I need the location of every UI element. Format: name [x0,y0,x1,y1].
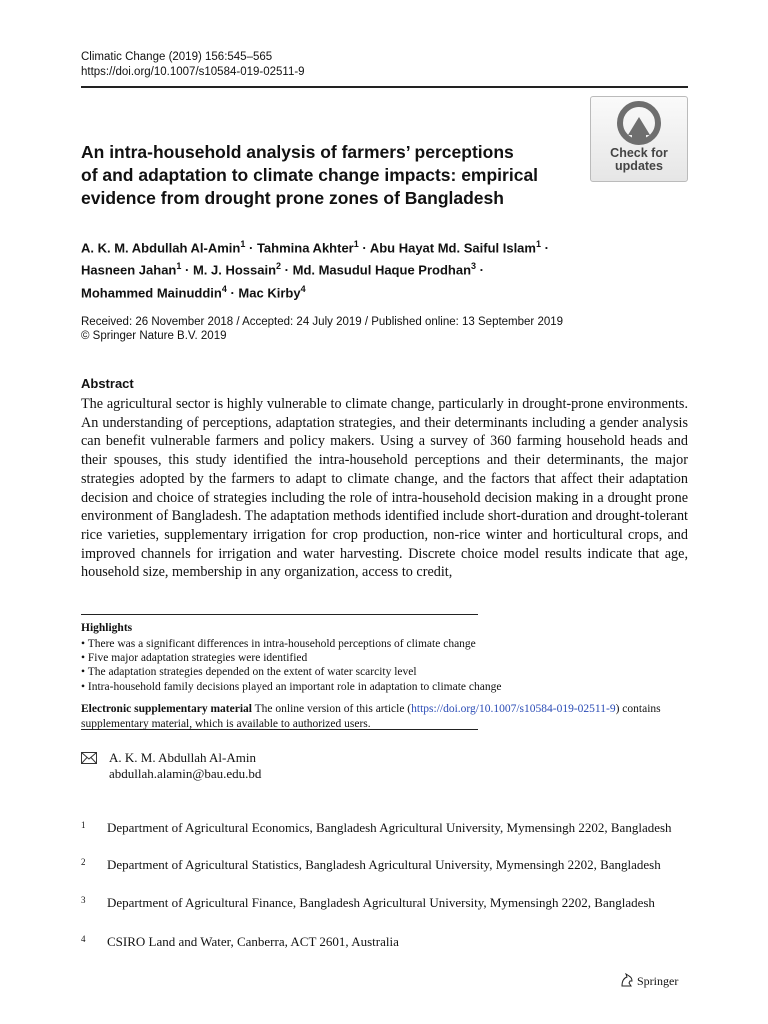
abstract-text: The agricultural sector is highly vulnerable to climate change, particularly in drought-prone environments. An understanding of perceptions, adaptation strategies, and their determinants including a gender analysis can benefit vulnerable farmers and policy makers. Using a survey of 360 farming household heads and their spouses, this study identified the intra-household perceptions and their determinants, the major strategies adopted by the farmers to adapt to climate change, and the factors that affect their adaptation decision and choice of strategies including the role of intra-household decision making in a drought prone environment of Bangladesh. The adaptation methods identified include short-duration and drought-tolerant rice varieties, supplementary irrigation for crop production, non-rice winter and horticultural crops, and improved channels for irrigation and water harvesting. Discrete choice model results indicate that age, household size, membership in any organization, access to credit, [81,396,688,581]
author-affiliation-mark: 4 [300,283,306,294]
header-rule [81,86,688,88]
highlights-heading: Highlights [81,622,133,634]
author-affiliation-mark: 1 [353,239,359,249]
journal-citation: Climatic Change (2019) 156:545–565 [81,51,273,63]
contact-name: A. K. M. Abdullah Al-Amin [109,750,256,765]
springer-horse-icon [620,973,634,987]
check-for-updates-badge[interactable] [590,96,688,182]
highlight-item: • The adaptation strategies depended on the extent of water scarcity level [81,666,417,679]
author-affiliation-mark: 4 [221,283,227,294]
author-name[interactable]: Mohammed Mainuddin [81,284,222,300]
author-name[interactable]: M. J. Hossain [192,262,277,278]
highlight-item: • Intra-household family decisions played an important role in adaptation to climate change [81,680,502,693]
highlights-list [81,637,501,694]
doi-link[interactable]: https://doi.org/10.1007/s10584-019-02511-9 [81,66,305,78]
affiliation-number: 1 [81,820,86,830]
author-name[interactable]: Abu Hayat Md. Saiful Islam [369,240,536,256]
title-line: An intra-household analysis of farmers’ perceptions [81,142,514,162]
author-name[interactable]: Md. Masudul Haque Prodhan [292,262,472,278]
author-affiliation-mark: 1 [176,261,182,272]
footnote-rule [81,614,478,615]
affiliation-number: 3 [81,895,86,905]
author-affiliation-mark: 1 [240,239,246,249]
esm-text: ) contains supplementary material, which is available to authorized users. [81,703,661,730]
author-name[interactable]: Tahmina Akhter [256,240,354,256]
copyright-line: © Springer Nature B.V. 2019 [81,330,227,342]
author-name[interactable]: Hasneen Jahan [81,262,177,278]
author-name[interactable]: A. K. M. Abdullah Al-Amin [81,240,241,256]
abstract-heading: Abstract [81,376,134,391]
author-name[interactable]: Mac Kirby [238,284,301,300]
author-affiliation-mark: 2 [276,261,282,272]
paper-title [81,141,601,210]
esm-doi-link[interactable]: https://doi.org/10.1007/s10584-019-02511-9 [411,703,616,715]
affiliation-number: 4 [81,934,86,944]
highlight-item: • There was a significant differences in intra-household perceptions of climate change [81,638,476,650]
affiliation-number: 2 [81,857,86,867]
supplementary-note [81,702,688,731]
author-list: A. K. M. Abdullah Al-Amin$^1$ · Tahmina Akhter$^1$ · Abu Hayat Md. Saiful Islam$^1$ · Hasneen Jahan$^1$ · M. J. Hossain$^2$ · Md. Masudul Haque Prodhan$^3$ · Mohammed Mainuddin$^4$ · Mac Kirby$^4$ [81,239,549,300]
envelope-icon [81,752,97,764]
esm-text: The online version of this article ( [251,703,412,715]
affiliation-text: Department of Agricultural Finance, Bangladesh Agricultural University, Mymensingh 2202, Bangladesh [107,895,655,910]
affiliation-text: CSIRO Land and Water, Canberra, ACT 2601, Australia [107,934,399,949]
supplementary-rule [81,729,478,730]
badge-line-2: updates [615,159,663,173]
journal-header [81,50,305,80]
publisher-logo [620,973,678,989]
history-line: Received: 26 November 2018 / Accepted: 24 July 2019 / Published online: 13 September 2019 [81,316,564,328]
author-affiliation-mark: 3 [471,261,477,272]
title-line: of and adaptation to climate change impacts: empirical [81,165,539,185]
update-icon [617,101,661,145]
author-affiliation-mark: 1 [535,239,541,249]
publication-dates [81,315,563,343]
contact-email[interactable]: abdullah.alamin@bau.edu.bd [109,766,262,781]
publisher-name: Springer [637,974,679,988]
esm-label: Electronic supplementary material [81,703,252,715]
affiliation-text: Department of Agricultural Statistics, Bangladesh Agricultural University, Mymensingh 2202, Bangladesh [107,857,661,872]
badge-line-1: Check for [610,146,668,160]
title-line: evidence from drought prone zones of Bangladesh [81,188,504,208]
highlight-item: • Five major adaptation strategies were identified [81,652,308,665]
affiliation-text: Department of Agricultural Economics, Bangladesh Agricultural University, Mymensingh 2202, Bangladesh [107,820,672,835]
